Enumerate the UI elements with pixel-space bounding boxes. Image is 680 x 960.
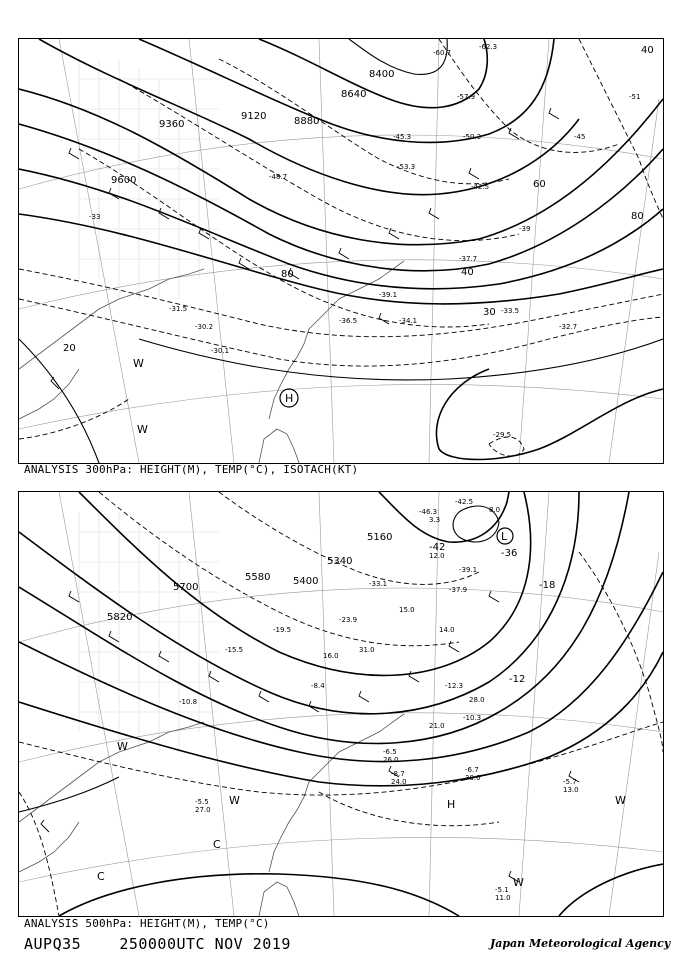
temp-label: -53.3: [397, 163, 416, 171]
dewpoint-label: 15.0: [399, 606, 415, 614]
temp-label: -5.5: [195, 798, 209, 806]
height-label-9120: 9120: [241, 111, 267, 122]
temp-label: -48.7: [269, 173, 288, 181]
isotach-label: 80: [281, 269, 294, 280]
temp-label: -33.1: [369, 580, 388, 588]
height-labels-300: [111, 69, 394, 186]
temp-label: -29.5: [493, 431, 512, 439]
height-label-5820: 5820: [107, 612, 133, 623]
isotach-label: 30: [483, 307, 496, 318]
valid-time: 250000UTC NOV 2019: [119, 935, 291, 953]
cold-center-symbol: C: [97, 870, 105, 883]
height-label-8880: 8880: [294, 116, 320, 127]
dewpoint-label: 14.0: [439, 626, 455, 634]
isotach-label: 20: [63, 343, 76, 354]
height-label-5400: 5400: [293, 576, 319, 587]
temp-label: -37.7: [459, 255, 478, 263]
temp-label: -8.4: [311, 682, 325, 690]
temp-label: -6.7: [465, 766, 479, 774]
height-label-5700: 5700: [173, 582, 199, 593]
agency-name: Japan Meteorological Agency: [490, 937, 671, 950]
grid-lines-300: [19, 39, 663, 463]
temp-label: -19.5: [273, 626, 292, 634]
isotach-label: 40: [461, 267, 474, 278]
temp-label: -33: [89, 213, 101, 221]
temp-label: -10.8: [179, 698, 198, 706]
temp-label: -30.2: [195, 323, 214, 331]
temp-label: -37.9: [449, 586, 468, 594]
height-label-5340: 5340: [327, 556, 353, 567]
temp-label: -33.5: [501, 307, 520, 315]
height-contours-300: [19, 39, 663, 463]
height-labels-500: [107, 532, 392, 623]
dewpoint-label: 12.0: [429, 552, 445, 560]
dewpoint-label: 27.0: [195, 806, 211, 814]
dashed-lines-300: [19, 39, 663, 456]
temp-label: -50.3: [463, 133, 482, 141]
temp-label: -10.3: [463, 714, 482, 722]
height-label-9360: 9360: [159, 119, 185, 130]
temp-label: -5.7: [563, 778, 577, 786]
stippled-region-500: [79, 512, 219, 752]
chart-code: AUPQ35: [24, 935, 82, 953]
warm-center-symbol: W: [117, 740, 128, 753]
cold-center-symbol: C: [213, 838, 221, 851]
warm-center-symbol: W: [229, 794, 240, 807]
temp-label: -60.7: [433, 49, 452, 57]
high-pressure-symbol: H: [447, 798, 456, 811]
map-panel-500hpa: [18, 491, 664, 917]
dewpoint-label: 21.0: [429, 722, 445, 730]
temp-label: -23.9: [339, 616, 358, 624]
height-label-9600: 9600: [111, 175, 137, 186]
height-label-8400: 8400: [369, 69, 395, 80]
temperature-labels-500: [179, 498, 577, 894]
temp-label: -15.5: [225, 646, 244, 654]
temp-label: -31.5: [169, 305, 188, 313]
isotach-label: 80: [631, 211, 644, 222]
caption-300hpa: ANALYSIS 300hPa: HEIGHT(M), TEMP(°C), ISOTACH(KT): [24, 463, 359, 476]
map-300hpa-svg: [19, 39, 663, 463]
chart-identifier: [24, 935, 291, 953]
temp-label: -46.3: [419, 508, 438, 516]
temp-label: -45: [574, 133, 586, 141]
dewpoint-label: 30.0: [465, 774, 481, 782]
temp-label: -45.3: [393, 133, 412, 141]
isotach-label: 60: [533, 179, 546, 190]
dewpoint-label: 3.3: [429, 516, 441, 524]
temp-label: -39.1: [379, 291, 398, 299]
temp-label: -42.5: [455, 498, 474, 506]
warm-center-symbol: W: [513, 876, 524, 889]
warm-center-symbol: W: [133, 357, 144, 370]
wind-barbs-300: [51, 108, 559, 389]
coastlines-300: [19, 261, 404, 463]
temp-label: -42: [429, 542, 446, 553]
temp-label: -42.5: [471, 183, 490, 191]
dewpoint-label: 31.0: [359, 646, 375, 654]
coastlines-500: [19, 714, 404, 916]
temp-label: -32.7: [559, 323, 578, 331]
height-label-8640: 8640: [341, 89, 367, 100]
temp-label: -39: [519, 225, 531, 233]
dewpoint-label: 26.0: [383, 756, 399, 764]
isotach-label: 40: [641, 45, 654, 56]
temp-label: -5.1: [495, 886, 509, 894]
low-pressure-symbol: L: [501, 530, 508, 543]
temp-label: -30.1: [211, 347, 230, 355]
dewpoint-label: 24.0: [391, 778, 407, 786]
dewpoint-label: 28.0: [469, 696, 485, 704]
temp-label: -6.5: [383, 748, 397, 756]
stippled-region-300: [79, 59, 219, 299]
dewpoint-label: 8.0: [489, 506, 501, 514]
temp-label: -62.3: [479, 43, 498, 51]
temp-label: -36: [501, 548, 518, 559]
temp-label: -8.7: [391, 770, 405, 778]
height-label-5580: 5580: [245, 572, 271, 583]
temp-label: -51: [629, 93, 641, 101]
height-label-5160: 5160: [367, 532, 393, 543]
temp-label: -18: [539, 580, 556, 591]
temp-label: -57.9: [457, 93, 476, 101]
dewpoint-label: 13.0: [563, 786, 579, 794]
temp-label: -36.5: [339, 317, 358, 325]
temp-label: -34.1: [399, 317, 418, 325]
dewpoint-labels-500: [195, 506, 579, 902]
high-pressure-symbol: H: [285, 392, 294, 405]
caption-500hpa: ANALYSIS 500hPa: HEIGHT(M), TEMP(°C): [24, 917, 270, 930]
map-500hpa-svg: [19, 492, 663, 916]
warm-center-symbol: W: [615, 794, 626, 807]
map-panel-300hpa: [18, 38, 664, 464]
temp-label: -12.3: [445, 682, 464, 690]
warm-center-symbol: W: [137, 423, 148, 436]
temp-label: -39.1: [459, 566, 478, 574]
dewpoint-label: 16.0: [323, 652, 339, 660]
temp-label: -12: [509, 674, 526, 685]
dewpoint-label: 11.0: [495, 894, 511, 902]
